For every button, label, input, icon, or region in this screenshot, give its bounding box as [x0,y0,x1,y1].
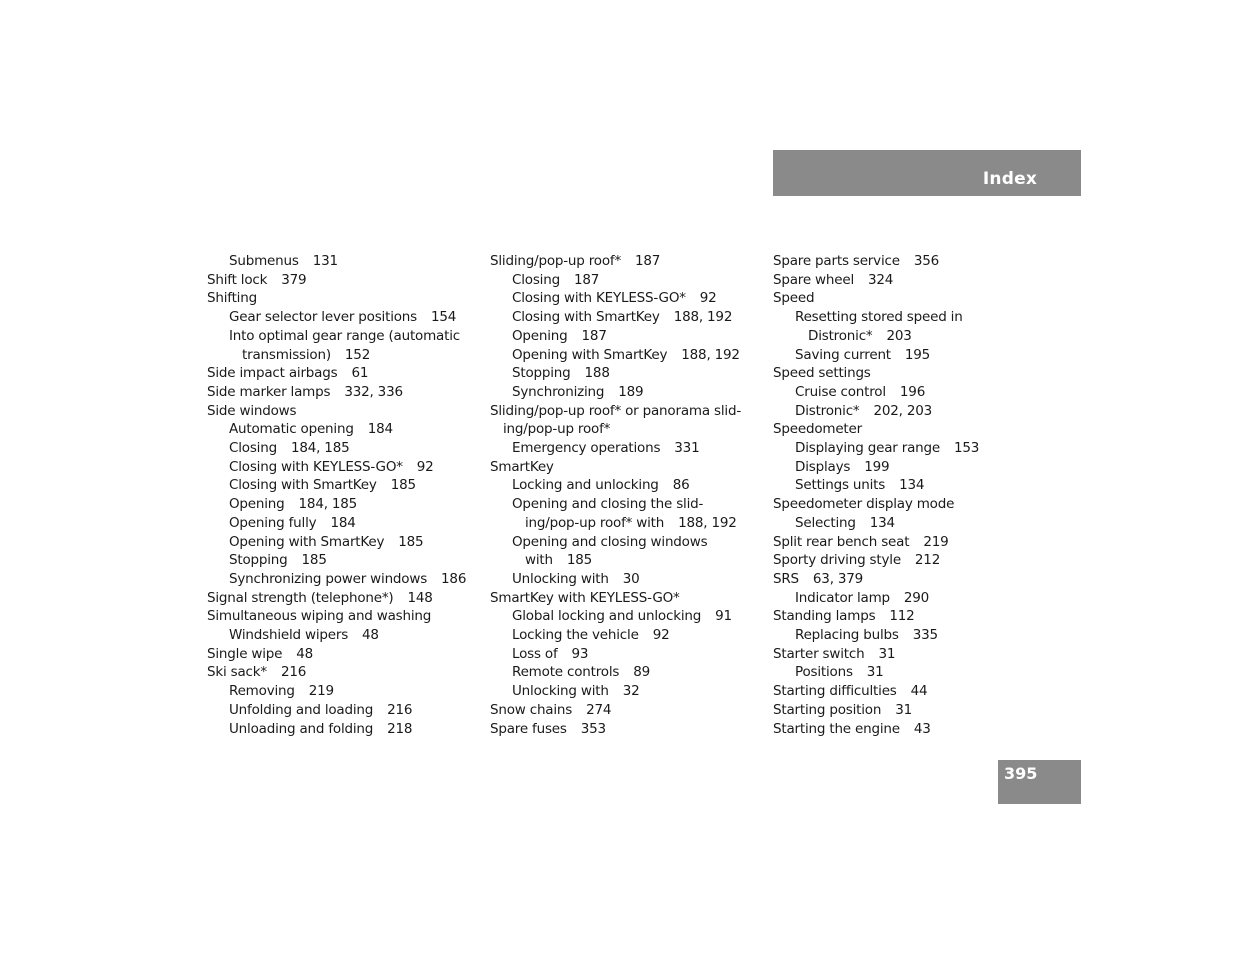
entry-text [795,327,1048,346]
page-reference[interactable]: 184, 185 [290,440,350,457]
page-reference[interactable]: 48 [362,627,379,644]
index-subentry [207,682,482,701]
entry-text [773,682,1048,701]
page-reference[interactable]: 32 [622,683,640,700]
entry-label: Opening [229,496,285,513]
entry-text [490,701,765,720]
entry-text [229,533,482,552]
entry-text [490,458,765,477]
entry-text [512,570,765,589]
entry-label: Positions [795,664,853,681]
index-entry [773,289,1048,308]
page-reference[interactable]: 86 [672,477,690,494]
index-subentry [207,533,482,552]
entry-text [795,663,1048,682]
entry-text [773,645,1048,664]
index-entry [207,383,482,402]
index-subentry [207,551,482,570]
entry-label: Loss of [512,645,558,662]
entry-text [512,682,765,701]
entry-text [229,720,482,739]
entry-text [229,682,482,701]
entry-text [773,420,1048,439]
page-reference[interactable]: 185 [398,533,424,550]
entry-text [512,346,765,365]
entry-label: Indicator lamp [795,589,890,606]
entry-label: Signal strength (telephone*) [207,589,394,606]
entry-label: Displaying gear range [795,440,940,457]
entry-text [773,271,1048,290]
entry-label: Unloading and folding [229,720,374,737]
entry-text [773,495,1048,514]
entry-text [207,589,482,608]
entry-text [229,476,482,495]
entry-text [512,551,765,570]
page-reference[interactable]: 185 [390,477,416,494]
index-entry [773,645,1048,664]
page-reference[interactable]: 218 [387,720,413,737]
index-entry [207,289,482,308]
entry-label: Emergency operations [512,440,661,457]
page-reference[interactable]: 185 [566,552,593,569]
entry-label: Closing [229,440,277,457]
section-title: Index [982,169,1037,189]
entry-label: Sporty driving style [773,552,901,569]
index-subentry [207,308,482,327]
page-reference[interactable]: 188 [584,365,610,382]
entry-label: Shift lock [207,271,268,288]
entry-label: Opening and closing the slid- [512,496,704,513]
page-reference[interactable]: 212 [914,552,941,569]
page-reference[interactable]: 188, 192 [673,309,733,326]
page-reference[interactable]: 31 [866,664,884,681]
page-reference[interactable]: 332, 336 [344,383,403,400]
index-entry [207,364,482,383]
entry-text [512,271,765,290]
entry-text [795,589,1048,608]
page-reference[interactable]: 92 [699,290,717,307]
page-reference[interactable]: 203 [886,327,912,344]
entry-label: Side impact airbags [207,365,338,382]
entry-label: Starter switch [773,645,865,662]
index-subentry [490,626,765,645]
entry-label: Stopping [229,552,288,569]
index-entry [490,252,765,271]
entry-label: Starting position [773,701,882,718]
entry-label: Unlocking with [512,683,609,700]
entry-text [207,663,482,682]
entry-label: Closing with SmartKey [512,309,660,326]
page-reference[interactable]: 335 [912,627,938,644]
entry-label: Into optimal gear range (automatic [229,327,460,344]
entry-text [490,402,765,421]
page-reference[interactable]: 216 [280,664,307,681]
entry-text [490,589,765,608]
entry-text [773,252,1048,271]
index-entry [207,607,482,626]
entry-label: Speed settings [773,365,871,382]
entry-text [229,252,482,271]
index-subentry [773,589,1048,608]
index-entry [773,495,1048,514]
entry-label: Removing [229,683,295,700]
index-column-1 [207,252,482,738]
entry-label: Closing [512,271,560,288]
entry-text [229,701,482,720]
index-subentry [207,570,482,589]
page-number: 395 [1004,764,1038,783]
page-reference[interactable]: 148 [407,589,433,606]
entry-text [512,327,765,346]
page-reference[interactable]: 219 [308,683,334,700]
entry-label: Split rear bench seat [773,533,910,550]
entry-text [229,495,482,514]
entry-text [229,420,482,439]
entry-label: Speed [773,290,815,307]
page-reference[interactable]: 202, 203 [873,402,932,419]
page-reference[interactable]: 134 [869,514,895,531]
entry-label: Side marker lamps [207,383,331,400]
entry-label: SmartKey [490,458,554,475]
page-reference[interactable]: 353 [580,720,606,737]
entry-text [512,289,765,308]
index-subentry [773,458,1048,477]
entry-text [512,533,765,552]
index-entry [773,420,1048,439]
page-reference[interactable]: 134 [899,477,925,494]
entry-text [795,308,1048,327]
page-reference[interactable]: 196 [899,383,926,400]
index-subentry [773,626,1048,645]
page-reference[interactable]: 63, 379 [812,570,864,587]
index-entry [490,402,765,439]
page-reference[interactable]: 48 [296,645,314,662]
index-subentry [773,439,1048,458]
index-subentry [207,476,482,495]
entry-label: Locking the vehicle [512,627,639,644]
entry-label: SmartKey with KEYLESS-GO* [490,589,680,606]
index-subentry [490,495,765,532]
entry-label: ing/pop-up roof* with [525,514,665,531]
index-entry [773,364,1048,383]
page-reference[interactable]: 199 [864,458,890,475]
entry-text [512,645,765,664]
entry-text [512,626,765,645]
entry-text [773,289,1048,308]
page-reference[interactable]: 189 [618,383,644,400]
index-subentry [773,476,1048,495]
index-subentry [773,383,1048,402]
entry-text [229,346,482,365]
entry-label: Closing with SmartKey [229,477,377,494]
entry-text [795,514,1048,533]
entry-label: Spare parts service [773,253,900,269]
index-subentry [490,607,765,626]
index-subentry [490,289,765,308]
entry-label: Synchronizing [512,383,605,400]
index-subentry [773,402,1048,421]
entry-label: Unlocking with [512,570,609,587]
entry-text [773,701,1048,720]
entry-label: Opening with SmartKey [229,533,385,550]
entry-text [207,271,482,290]
entry-text [795,476,1048,495]
index-subentry [490,682,765,701]
index-subentry [490,383,765,402]
entry-text [207,402,482,421]
entry-label: Spare fuses [490,720,567,737]
entry-text [229,458,482,477]
entry-text [207,364,482,383]
index-subentry [773,514,1048,533]
index-subentry [490,476,765,495]
index-entry [490,458,765,477]
page-reference[interactable]: 153 [953,440,980,457]
page-reference[interactable]: 324 [868,271,894,288]
entry-label: Selecting [795,514,856,531]
index-subentry [490,663,765,682]
page-reference[interactable]: 188, 192 [678,514,737,531]
entry-text [773,364,1048,383]
index-entry [490,720,765,739]
entry-text [512,663,765,682]
entry-text [795,439,1048,458]
entry-label: Opening [512,327,568,344]
page-reference[interactable]: 331 [674,440,700,457]
page-reference[interactable]: 184 [330,514,356,531]
index-subentry [773,346,1048,365]
page-reference[interactable]: 219 [923,533,949,550]
index-subentry [773,663,1048,682]
index-entry [773,607,1048,626]
entry-text [773,720,1048,739]
page-reference[interactable]: 274 [586,701,612,718]
entry-label: Unfolding and loading [229,701,374,718]
page-reference[interactable]: 131 [312,253,338,269]
entry-label: Replacing bulbs [795,627,899,644]
index-column-3 [773,252,1048,738]
page-reference[interactable]: 356 [913,253,940,269]
page-reference[interactable]: 184, 185 [298,496,358,513]
entry-label: Closing with KEYLESS-GO* [229,458,403,475]
index-entry [207,589,482,608]
entry-text [229,327,482,346]
page-reference[interactable]: 30 [622,570,640,587]
index-subentry [490,271,765,290]
index-subentry [207,420,482,439]
entry-text [207,289,482,308]
index-entry [773,682,1048,701]
page-reference[interactable]: 89 [633,664,650,681]
page-reference[interactable]: 92 [416,458,434,475]
entry-label: SRS [773,570,799,587]
entry-label: Ski sack* [207,664,267,681]
index-subentry [207,327,482,364]
index-subentry [490,439,765,458]
entry-label: Opening with SmartKey [512,346,668,363]
entry-text [795,383,1048,402]
index-subentry [207,495,482,514]
entry-label: Remote controls [512,664,620,681]
index-subentry [207,458,482,477]
entry-text [229,570,482,589]
entry-text [229,439,482,458]
index-entry [773,252,1048,271]
index-subentry [207,701,482,720]
entry-label: Spare wheel [773,271,855,288]
entry-label: transmission) [242,346,331,363]
entry-text [512,308,765,327]
entry-label: Distronic* [808,327,873,344]
entry-text [512,439,765,458]
index-entry [490,589,765,608]
entry-text [229,514,482,533]
page-reference[interactable]: 154 [431,309,457,326]
entry-text [512,514,765,533]
index-entry [773,720,1048,739]
index-column-2 [490,252,765,738]
index-subentry [207,720,482,739]
index-subentry [490,570,765,589]
entry-label: Stopping [512,365,571,382]
entry-text [773,607,1048,626]
index-entry [207,645,482,664]
entry-label: Automatic opening [229,421,354,438]
index-subentry [207,626,482,645]
entry-label: Simultaneous wiping and washing [207,608,432,625]
entry-text [773,551,1048,570]
page-reference[interactable]: 216 [387,701,413,718]
entry-label: Standing lamps [773,608,876,625]
page-reference[interactable]: 184 [367,421,393,438]
index-entry [773,533,1048,552]
entry-label: Gear selector lever positions [229,309,417,326]
entry-label: Starting difficulties [773,683,897,700]
entry-label: Saving current [795,346,891,363]
entry-text [490,720,765,739]
entry-text [512,607,765,626]
index-subentry [490,308,765,327]
page-reference[interactable]: 195 [904,346,931,363]
entry-text [207,383,482,402]
index-subentry [490,327,765,346]
entry-text [795,402,1048,421]
entry-label: Cruise control [795,383,886,400]
page-reference[interactable]: 152 [344,346,371,363]
index-entry [773,701,1048,720]
entry-label: Distronic* [795,402,860,419]
page-reference[interactable]: 187 [635,253,661,269]
entry-text [512,364,765,383]
page-reference[interactable]: 187 [581,327,607,344]
entry-text [207,645,482,664]
entry-label: Windshield wipers [229,627,349,644]
page-reference[interactable]: 43 [913,720,931,737]
index-subentry [773,308,1048,345]
index-entry [490,701,765,720]
entry-label: with [525,552,553,569]
entry-label: Snow chains [490,701,573,718]
entry-text [795,346,1048,365]
entry-label: Speedometer display mode [773,496,955,513]
index-subentry [207,514,482,533]
page-reference[interactable]: 91 [715,608,732,625]
entry-text [229,551,482,570]
entry-label: Submenus [229,253,299,269]
page-reference[interactable]: 61 [351,365,369,382]
entry-text [795,626,1048,645]
entry-label: Single wipe [207,645,283,662]
index-subentry [207,439,482,458]
entry-text [512,383,765,402]
index-entry [207,663,482,682]
entry-text [773,533,1048,552]
entry-label: Resetting stored speed in [795,309,963,326]
section-header [773,150,1081,196]
entry-text [795,458,1048,477]
entry-label: Global locking and unlocking [512,608,702,625]
index-entry [773,570,1048,589]
index-entry [207,402,482,421]
entry-text [229,308,482,327]
index-subentry [490,346,765,365]
index-entry [207,271,482,290]
page-reference[interactable]: 188, 192 [681,346,740,363]
page-reference[interactable]: 31 [878,645,896,662]
entry-text [229,626,482,645]
page-reference[interactable]: 186 [441,570,467,587]
index-subentry [490,645,765,664]
page-reference[interactable]: 44 [910,683,928,700]
entry-text [490,252,765,271]
entry-label: ing/pop-up roof* [503,421,611,438]
page-reference[interactable]: 112 [889,608,915,625]
entry-text [773,570,1048,589]
entry-label: Side windows [207,402,297,419]
index-subentry [207,252,482,271]
entry-text [512,495,765,514]
entry-label: Displays [795,458,851,475]
entry-label: Settings units [795,477,886,494]
entry-text [490,420,765,439]
entry-label: Opening and closing windows [512,533,708,550]
page-number-box [998,760,1081,804]
page-reference[interactable]: 92 [652,627,670,644]
entry-label: Starting the engine [773,720,900,737]
index-entry [773,271,1048,290]
page-reference[interactable]: 31 [895,701,913,718]
entry-label: Sliding/pop-up roof* [490,253,622,269]
entry-text [207,607,482,626]
index-subentry [490,533,765,570]
page-reference[interactable]: 290 [903,589,930,606]
entry-label: Locking and unlocking [512,477,659,494]
entry-label: Closing with KEYLESS-GO* [512,290,686,307]
entry-label: Shifting [207,290,257,307]
page-reference[interactable]: 185 [301,552,327,569]
page-reference[interactable]: 187 [573,271,600,288]
index-entry [773,551,1048,570]
index-subentry [490,364,765,383]
entry-label: Synchronizing power windows [229,570,428,587]
page-reference[interactable]: 93 [571,645,589,662]
entry-label: Speedometer [773,421,862,438]
entry-label: Opening fully [229,514,317,531]
page-reference[interactable]: 379 [281,271,307,288]
entry-text [512,476,765,495]
entry-label: Sliding/pop-up roof* or panorama slid- [490,402,741,419]
